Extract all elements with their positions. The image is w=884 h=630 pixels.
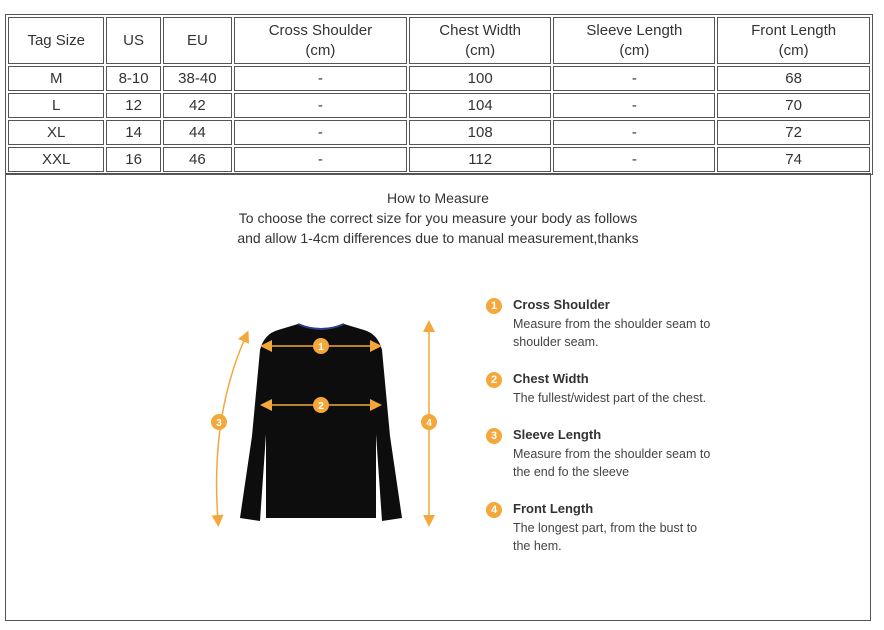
table-cell: L bbox=[8, 93, 104, 118]
number-badge: 2 bbox=[486, 372, 502, 388]
legend-name: Chest Width bbox=[513, 371, 589, 386]
table-cell: - bbox=[553, 120, 715, 145]
table-header-row bbox=[8, 17, 870, 64]
legend-description: The fullest/widest part of the chest. bbox=[513, 391, 707, 405]
table-cell: 12 bbox=[106, 93, 160, 118]
legend-description: Measure from the shoulder seam to shoulder seam. bbox=[513, 317, 711, 349]
size-chart-table bbox=[5, 14, 873, 175]
table-cell: - bbox=[553, 147, 715, 172]
table-cell: - bbox=[234, 147, 407, 172]
table-cell: 68 bbox=[717, 66, 870, 91]
table-cell: XXL bbox=[8, 147, 104, 172]
how-to-measure-panel bbox=[5, 173, 871, 621]
number-badge: 1 bbox=[486, 298, 502, 314]
table-cell: 8-10 bbox=[106, 66, 160, 91]
table-cell: 70 bbox=[717, 93, 870, 118]
table-cell: - bbox=[553, 93, 715, 118]
header-front-length: Front Length (cm) bbox=[717, 17, 870, 64]
table-cell: 108 bbox=[409, 120, 552, 145]
table-row bbox=[8, 66, 870, 91]
table-cell: 42 bbox=[163, 93, 232, 118]
table-cell: XL bbox=[8, 120, 104, 145]
table-cell: 104 bbox=[409, 93, 552, 118]
marker-number: 2 bbox=[318, 401, 324, 412]
table-cell: 44 bbox=[163, 120, 232, 145]
header-us: US bbox=[106, 17, 160, 64]
table-cell: - bbox=[234, 120, 407, 145]
table-cell: 100 bbox=[409, 66, 552, 91]
table-cell: 74 bbox=[717, 147, 870, 172]
number-badge: 3 bbox=[486, 428, 502, 444]
table-cell: 38-40 bbox=[163, 66, 232, 91]
number-badge: 4 bbox=[486, 502, 502, 518]
marker-number: 4 bbox=[426, 418, 432, 429]
header-cross-shoulder: Cross Shoulder (cm) bbox=[234, 17, 407, 64]
sweater-measurement-illustration bbox=[206, 316, 446, 536]
header-tag-size: Tag Size bbox=[8, 17, 104, 64]
table-cell: 112 bbox=[409, 147, 552, 172]
table-row bbox=[8, 93, 870, 118]
table-cell: 46 bbox=[163, 147, 232, 172]
legend-name: Cross Shoulder bbox=[513, 297, 610, 312]
table-cell: - bbox=[234, 66, 407, 91]
table-cell: 72 bbox=[717, 120, 870, 145]
legend-name: Front Length bbox=[513, 501, 594, 516]
table-row bbox=[8, 147, 870, 172]
measure-instruction-line-1: To choose the correct size for you measure your body as follows bbox=[238, 210, 638, 226]
table-cell: - bbox=[234, 93, 407, 118]
marker-number: 1 bbox=[318, 342, 324, 353]
legend-description: Measure from the shoulder seam to the end fo the sleeve bbox=[513, 447, 711, 479]
table-cell: 14 bbox=[106, 120, 160, 145]
table-cell: M bbox=[8, 66, 104, 91]
header-sleeve-length: Sleeve Length (cm) bbox=[553, 17, 715, 64]
header-chest-width: Chest Width (cm) bbox=[409, 17, 552, 64]
table-row bbox=[8, 120, 870, 145]
measure-title: How to Measure bbox=[387, 190, 489, 206]
legend-name: Sleeve Length bbox=[513, 427, 602, 442]
header-eu: EU bbox=[163, 17, 232, 64]
measure-instruction-line-2: and allow 1-4cm differences due to manual measurement,thanks bbox=[237, 230, 639, 246]
table-cell: - bbox=[553, 66, 715, 91]
legend-description: The longest part, from the bust to the hem. bbox=[513, 521, 698, 553]
table-cell: 16 bbox=[106, 147, 160, 172]
marker-number: 3 bbox=[216, 418, 222, 429]
